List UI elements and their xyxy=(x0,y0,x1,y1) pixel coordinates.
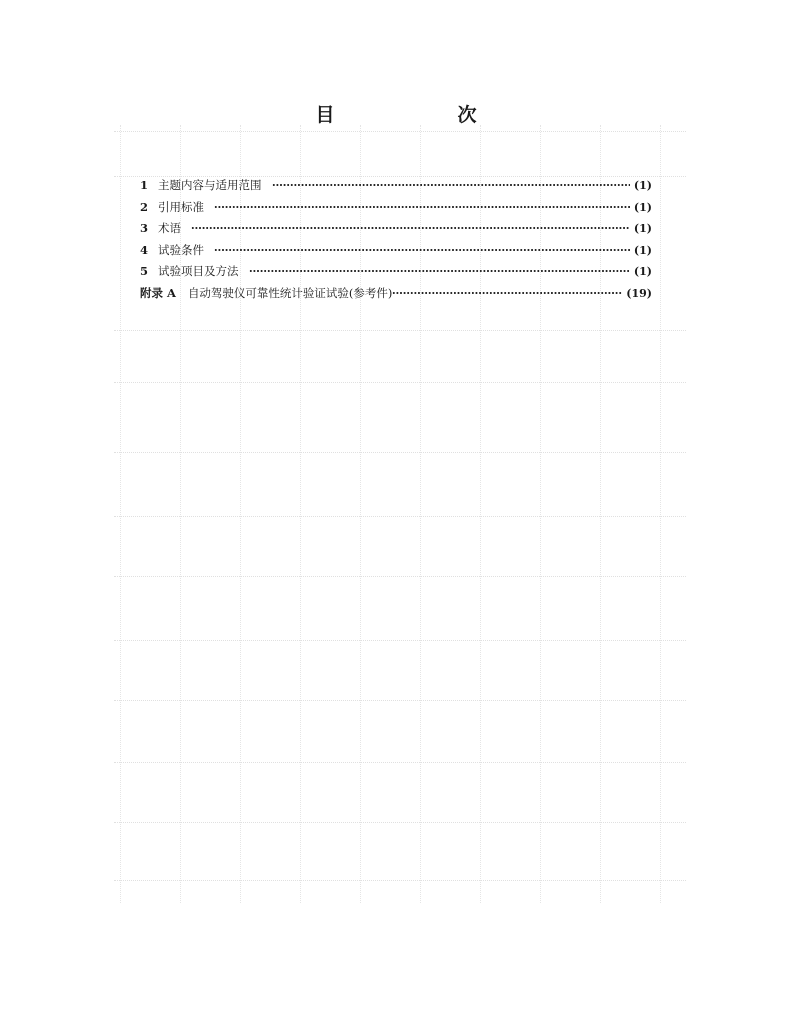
toc-entry-number: 5 xyxy=(140,264,149,278)
toc-entry[interactable] xyxy=(140,242,652,264)
toc-entry-number: 3 xyxy=(140,221,149,235)
toc-entry-number: 2 xyxy=(140,199,149,214)
toc-entry-number: 1 xyxy=(140,178,149,192)
toc-entry-page: (1) xyxy=(633,200,652,214)
toc-entry-number: 附录 A xyxy=(140,285,176,300)
toc-entry-page: (19) xyxy=(626,286,652,300)
toc-entry-label: 术语 xyxy=(158,221,181,235)
page-title: 目 次 xyxy=(315,104,529,126)
toc-leader-dots xyxy=(214,244,630,256)
toc-leader-dots xyxy=(392,287,622,299)
toc-entry-page: (1) xyxy=(633,179,652,192)
toc-entry[interactable] xyxy=(140,263,652,285)
toc-entry-label: 试验条件 xyxy=(158,242,204,257)
toc-leader-dots xyxy=(191,222,630,234)
toc-leader-dots xyxy=(214,201,630,213)
toc-entry-number: 4 xyxy=(140,242,149,257)
toc-leader-dots xyxy=(272,179,630,191)
toc-entry-label: 引用标准 xyxy=(158,199,204,214)
toc-entry-page: (1) xyxy=(633,222,652,235)
table-of-contents xyxy=(140,177,652,306)
toc-leader-dots xyxy=(249,265,630,277)
toc-entry-page: (1) xyxy=(633,243,652,257)
toc-entry[interactable] xyxy=(140,177,652,199)
grid-line xyxy=(660,125,661,903)
toc-entry[interactable] xyxy=(140,199,652,221)
toc-entry-label: 自动驾驶仪可靠性统计验证试验(参考件) xyxy=(187,285,393,300)
toc-entry-appendix[interactable] xyxy=(140,285,652,307)
toc-entry-label: 主题内容与适用范围 xyxy=(158,178,262,192)
toc-entry-page: (1) xyxy=(633,265,652,278)
grid-line xyxy=(120,125,121,903)
toc-entry[interactable] xyxy=(140,220,652,242)
toc-entry-label: 试验项目及方法 xyxy=(158,264,239,278)
